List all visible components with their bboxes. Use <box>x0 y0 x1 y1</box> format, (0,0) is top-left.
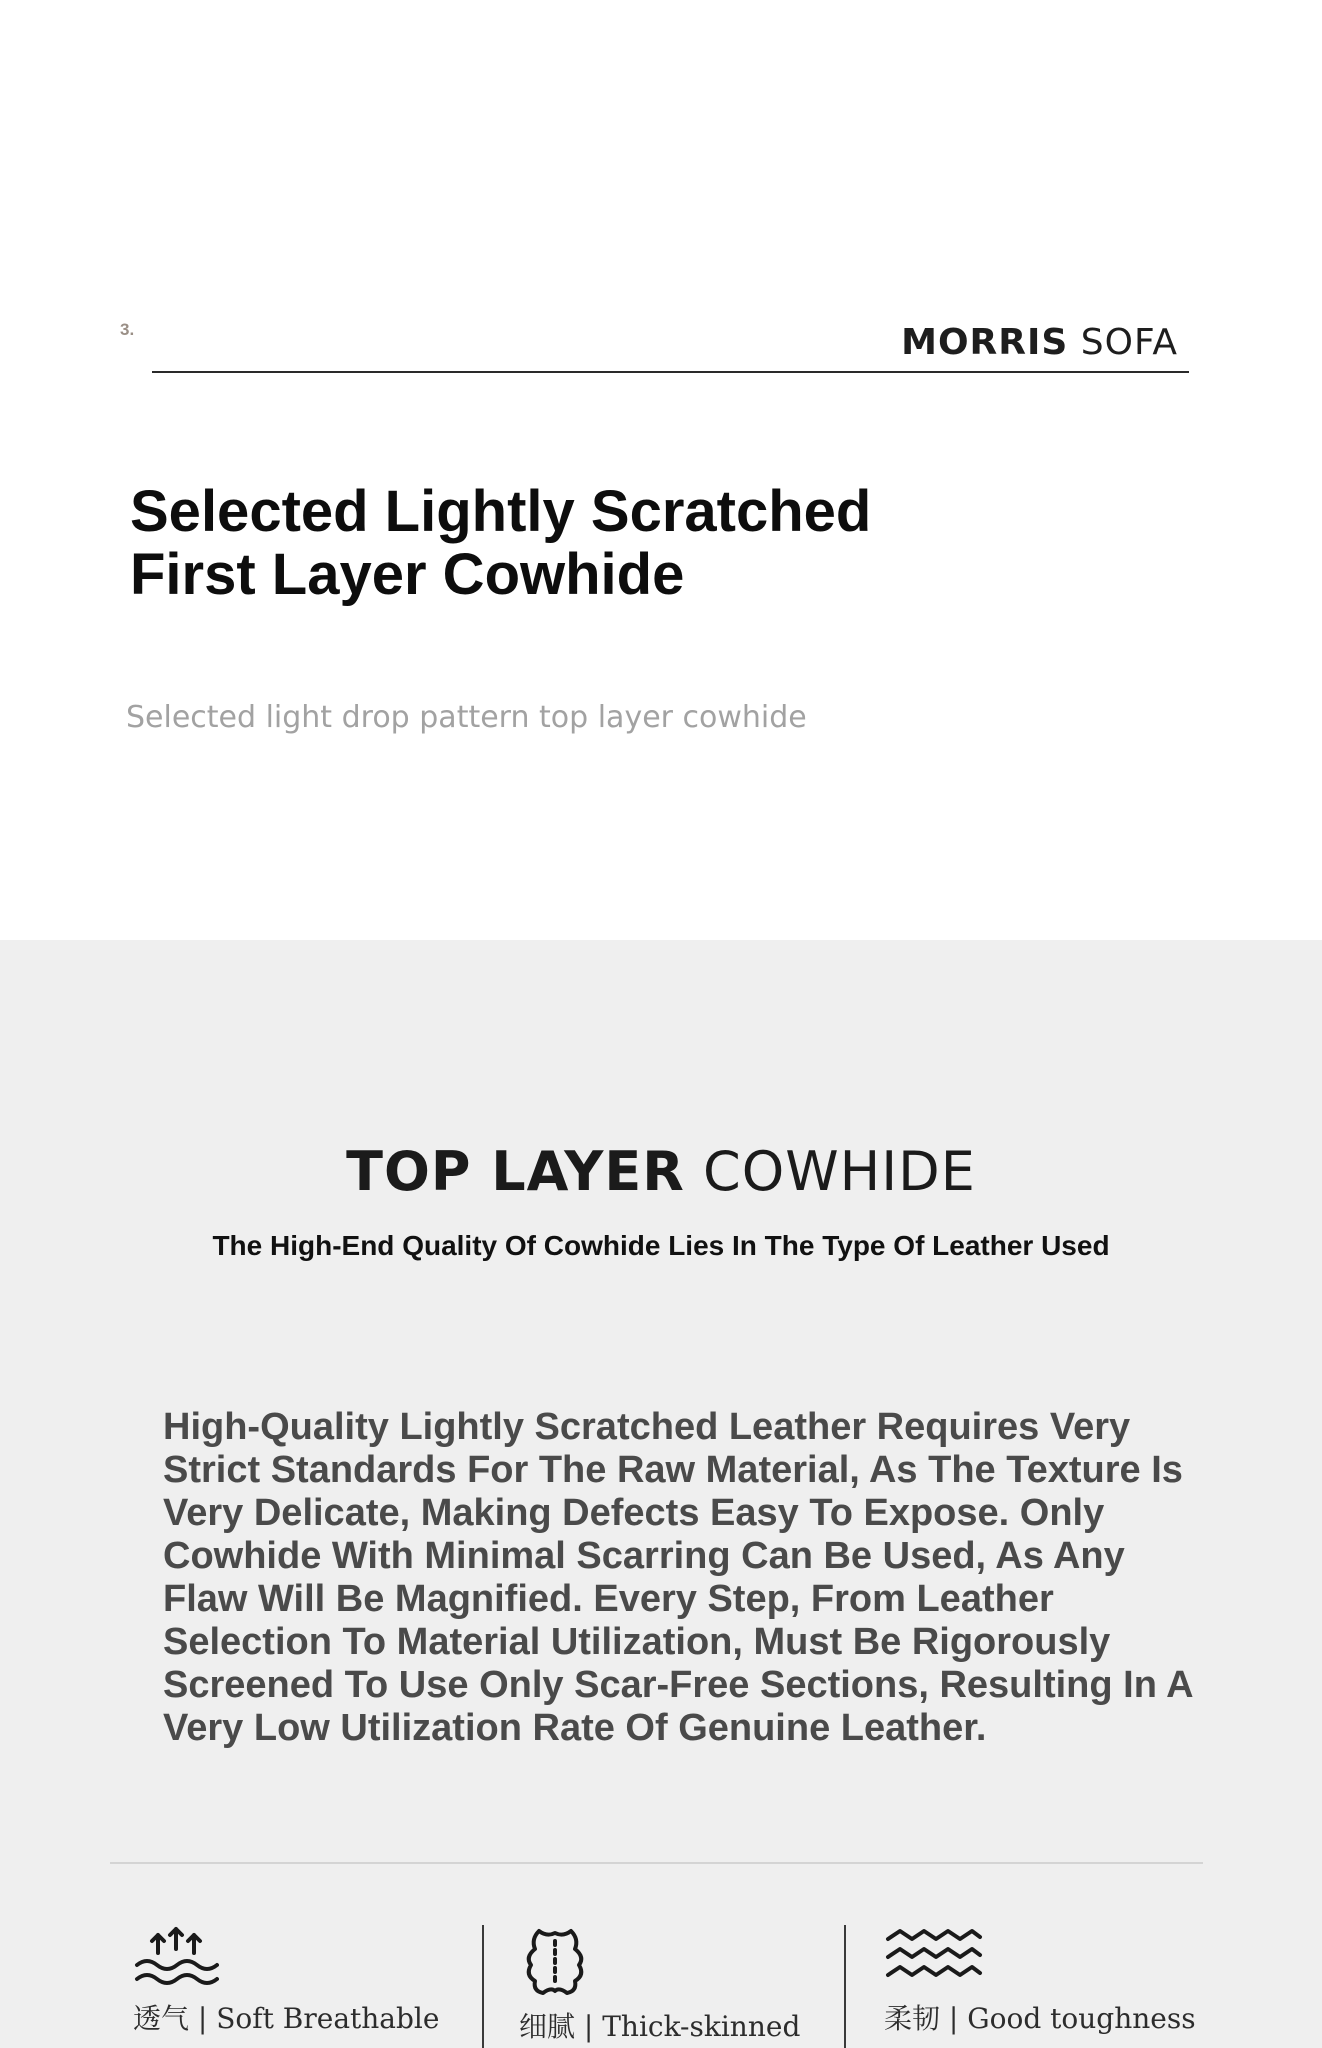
feature-breathable <box>133 1925 473 2037</box>
brand-name-bold: MORRIS <box>901 322 1069 363</box>
section-body: High-Quality Lightly Scratched Leather Requires Very Strict Standards For The Raw Material, As The Texture Is Very Delicate, Making Defects Easy To Expose. Only Cowhide With Minimal Scarring Can Be Used, As Any Flaw Will Be Magnified. Every Step, From Leather Selection To Material Utilization, Must Be Rigorously Screened To Use Only Scar-Free Sections, Resulting In A Very Low Utilization Rate Of Genuine Leather. <box>163 1406 1193 1749</box>
feature-separator <box>844 1925 846 2048</box>
section-title <box>0 1140 1322 1203</box>
toughness-waves-icon <box>884 1925 984 1989</box>
header-rule <box>152 371 1189 373</box>
section-subtitle: The High-End Quality Of Cowhide Lies In The Type Of Leather Used <box>212 1230 1110 1261</box>
feature-toughness-label: 柔韧 | Good toughness <box>884 2002 1196 2035</box>
feature-thick-skinned <box>519 1925 859 2045</box>
feature-thick-skinned-label: 细腻 | Thick-skinned <box>519 2010 801 2043</box>
section-title-bold: TOP LAYER <box>346 1140 685 1203</box>
feature-toughness <box>884 1925 1224 2037</box>
hero-headline: Selected Lightly Scratched First Layer Cowhide <box>130 479 872 607</box>
feature-separator <box>482 1925 484 2048</box>
feature-breathable-label: 透气 | Soft Breathable <box>133 2002 440 2035</box>
leather-hide-icon <box>519 1925 591 1997</box>
breathable-waves-icon <box>133 1925 219 1989</box>
top-section <box>0 0 1322 940</box>
step-number: 3. <box>120 320 135 339</box>
brand-name-light: SOFA <box>1080 322 1178 363</box>
brand-logo <box>901 322 1178 363</box>
section-title-light: COWHIDE <box>703 1140 976 1203</box>
section-divider <box>110 1862 1203 1864</box>
cowhide-section <box>0 940 1322 2048</box>
hero-subline: Selected light drop pattern top layer cowhide <box>126 700 807 735</box>
